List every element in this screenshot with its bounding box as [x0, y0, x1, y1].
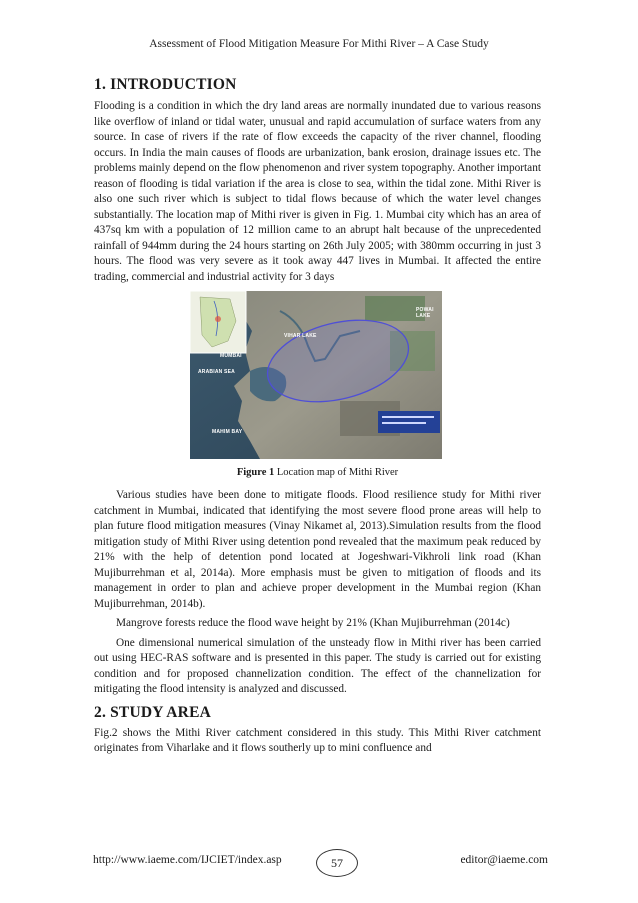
location-map-figure [190, 291, 442, 459]
page-number: 57 [316, 849, 358, 877]
paragraph-hecras-simulation: One dimensional numerical simulation of the unsteady flow in Mithi river has been carried out using HEC-RAS software and is presented in this paper. The study is carried out for existing condition and for proposed channelization condition. The effect of the channelization for mitigating the flood intensity is analyzed and discussed. [94, 636, 541, 695]
paragraph-mangrove: Mangrove forests reduce the flood wave height by 21% (Khan Mujiburrehman (2014c) [116, 617, 510, 629]
map-label-powai-lake: POWAI LAKE [416, 307, 434, 319]
paragraph-study-area: Fig.2 shows the Mithi River catchment considered in this study. This Mithi River catchment originates from Viharlake and it flows southerly up to mini confluence and [94, 726, 541, 754]
section-heading-study-area: 2. STUDY AREA [94, 703, 212, 721]
paragraph-previous-studies: Various studies have been done to mitigate floods. Flood resilience study for Mithi river catchment in Mumbai, indicated that identifying the most severe flood prone areas will help to plan future flood mitigation measures (Vinay Nikamet al, 2013).Simulation results from the flood mitigation study of Mithi River using detention pond revealed that the maximum peak reduced by 21% with the help of detention pond located at Jogeshwari-Vikhroli link road (Khan Mujiburrehman et al, 2014a). More emphasis must be given to mitigation of floods and its management in order to plan and achieve proper development in the Mumbai region (Khan Mujiburrehman, 2014b). [94, 489, 541, 610]
footer-email-link[interactable]: editor@iaeme.com [460, 854, 548, 866]
section-heading-introduction: 1. INTRODUCTION [94, 76, 237, 93]
map-label-arabian-sea: ARABIAN SEA [198, 369, 235, 375]
page-content [94, 76, 541, 757]
figure-caption [94, 467, 541, 478]
footer-url-link[interactable]: http://www.iaeme.com/IJCIET/index.asp [93, 854, 282, 866]
running-header: Assessment of Flood Mitigation Measure For Mithi River – A Case Study [149, 38, 489, 50]
map-label-mahim-bay: MAHIM BAY [212, 429, 243, 435]
map-label-mumbai: MUMBAI [220, 353, 242, 359]
page-footer [90, 849, 548, 877]
figure-caption-label: Figure 1 [236, 467, 275, 478]
map-label-vihar-lake: VIHAR LAKE [284, 333, 317, 339]
figure-caption-text: Location map of Mithi River [274, 467, 399, 478]
paragraph-introduction: Flooding is a condition in which the dry land areas are normally inundated due to various reasons like overflow of inland or tidal water, unusual and rapid accumulation of surface waters from any source. In case of rivers if the rate of flow exceeds the capacity of the river channel, flooding occurs. In India the main causes of floods are urbanization, bank erosion, drainage issues etc. The problems mainly depend on the flow phenomenon and river system topography. Another important reason of flooding is tidal variation if the area is close to sea, within the tidal zone. Mithi River is also one such river which is subject to tidal flows because of which the water level changes substantially. The location map of Mithi river is given in Fig. 1. Mumbai city which has an area of 437sq km with a population of 12 million came to an abrupt halt because of the unprecedented rainfall of 944mm during the 24 hours starting on 26th July 2005; with 380mm occurring in just 3 hours. The flood was very severe as it took away 447 lives in Mumbai. It affected the entire trading, commercial and industrial activity for 3 days [94, 100, 541, 283]
